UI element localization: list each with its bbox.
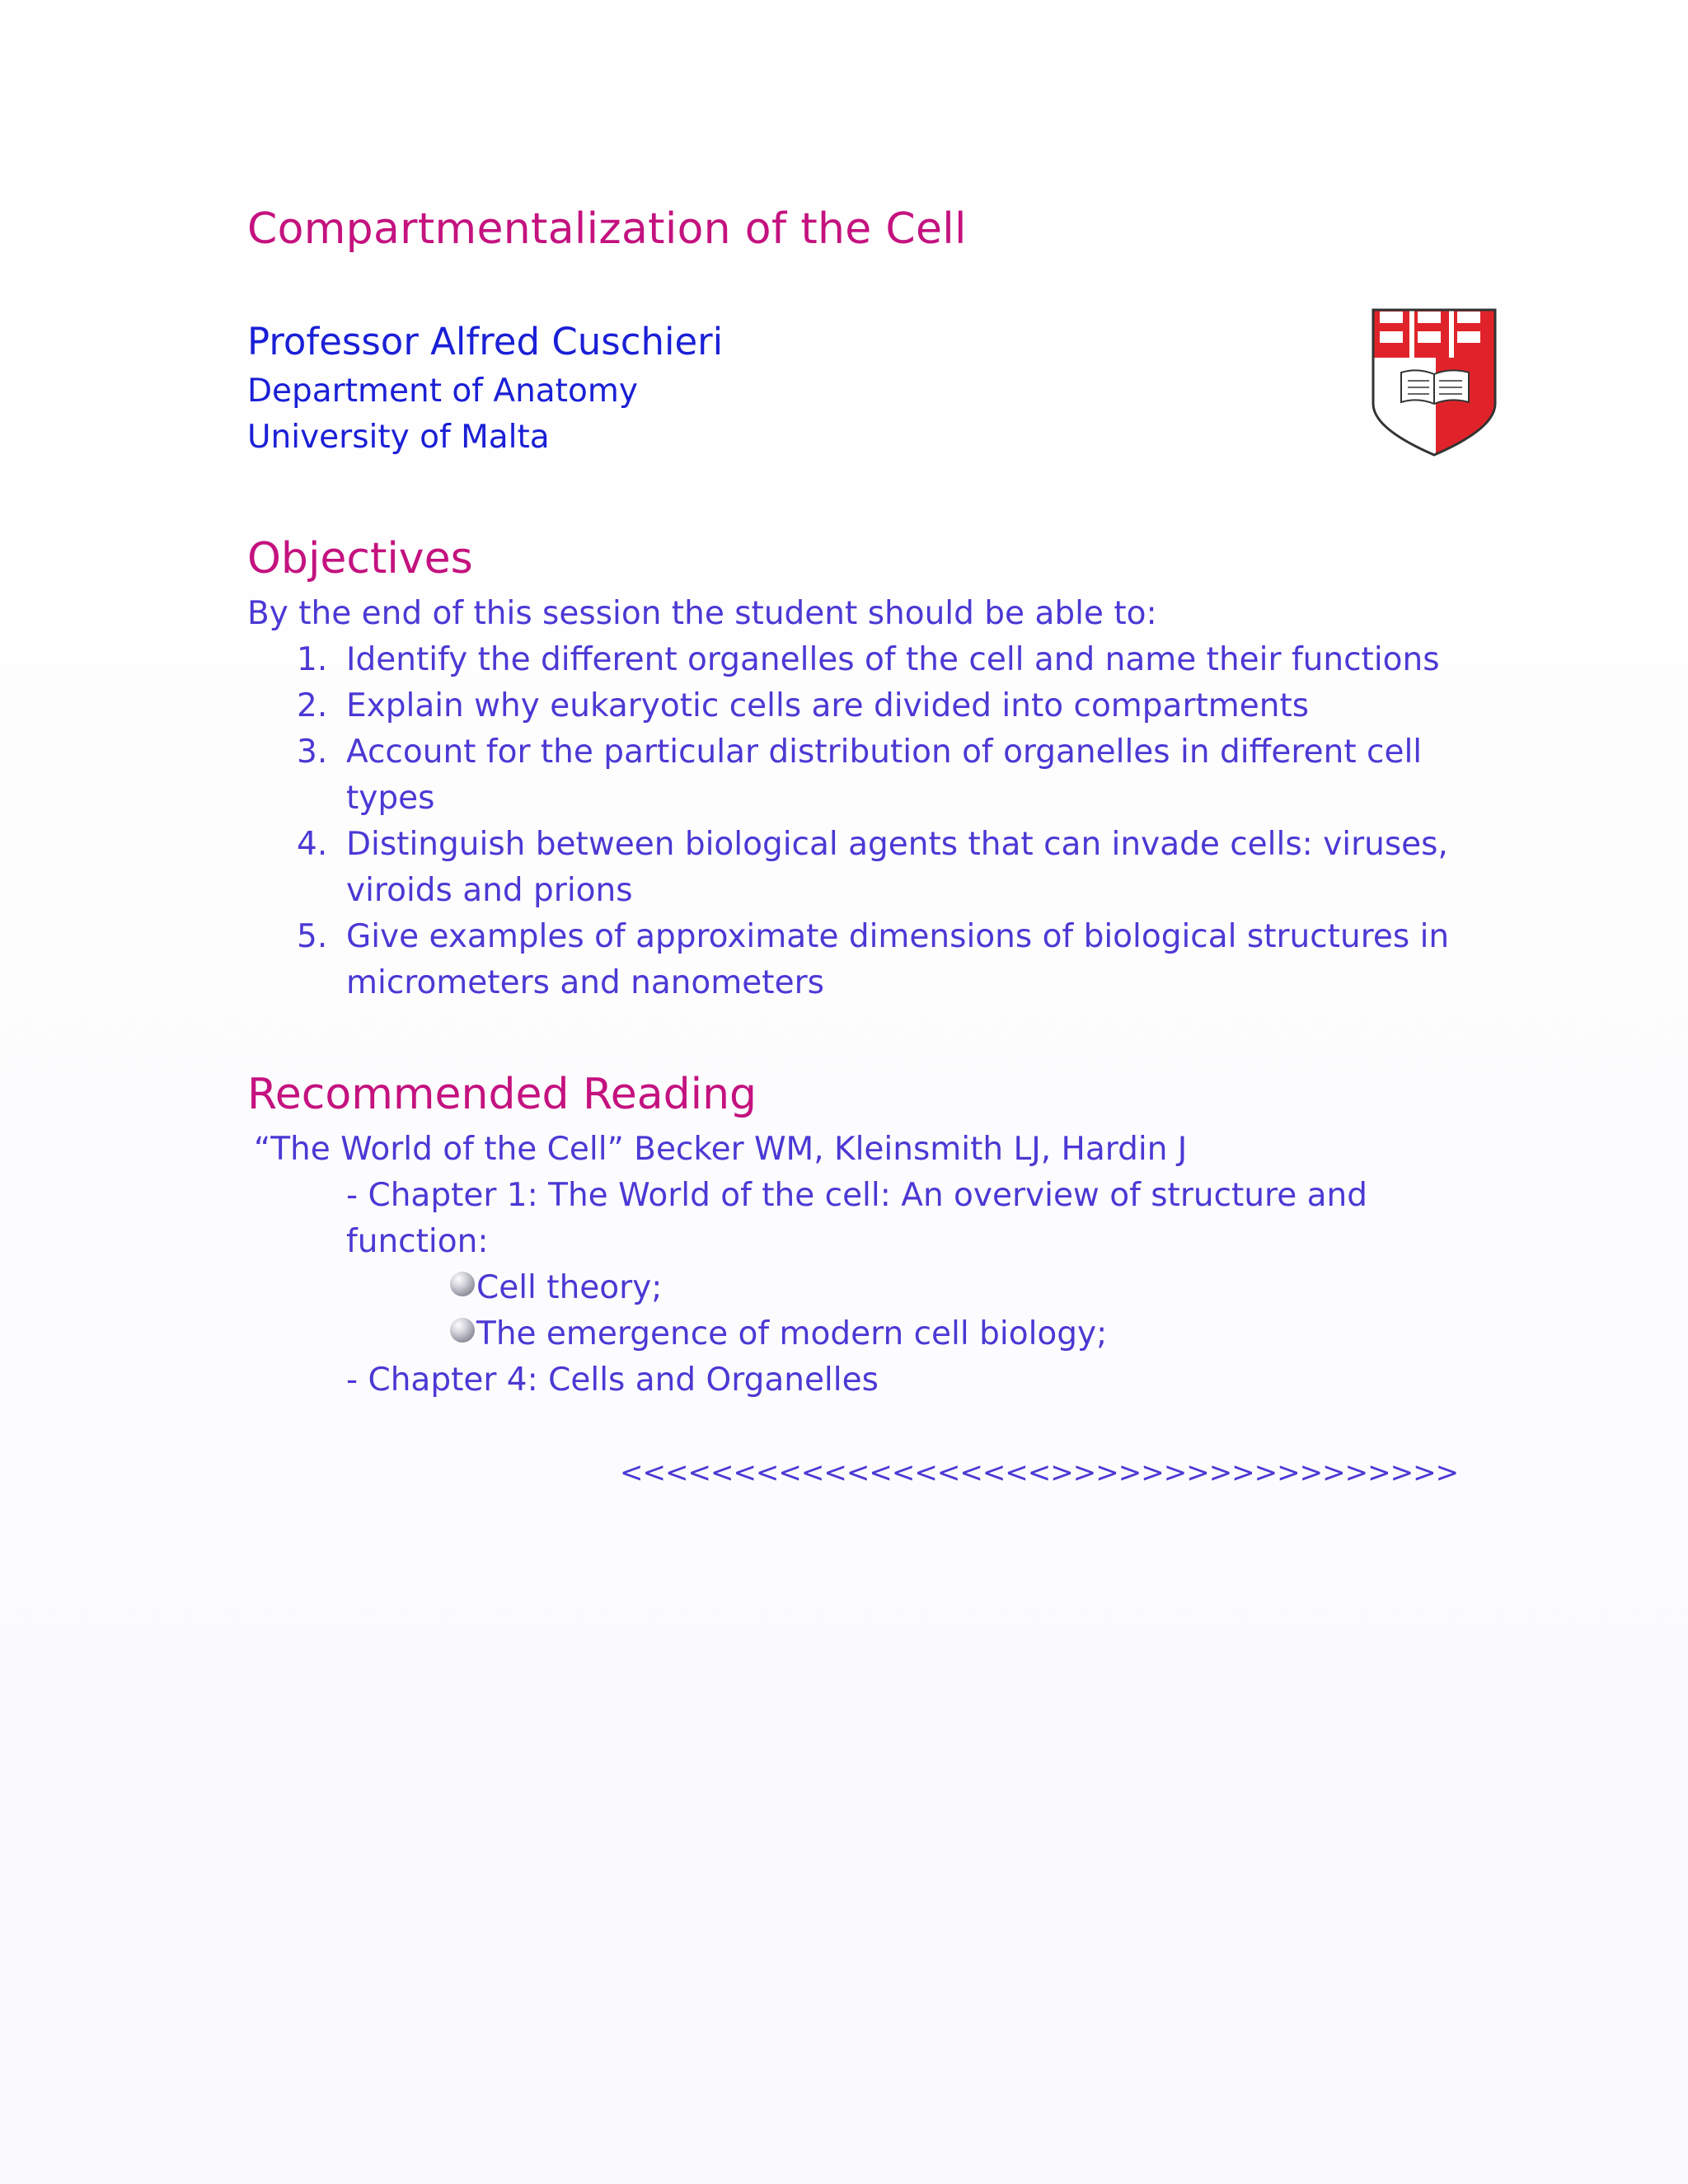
reading-heading: Recommended Reading: [247, 1070, 757, 1119]
objective-text: Give examples of approximate dimensions of biological structures in: [346, 918, 1450, 955]
reading-bullet-item: The emergence of modern cell biology;: [476, 1315, 1108, 1352]
reading-chapter-1-continued: function:: [346, 1223, 489, 1260]
section-separator: <<<<<<<<<<<<<<<<<<<>>>>>>>>>>>>>>>>>>: [620, 1456, 1459, 1489]
author-department: Department of Anatomy: [247, 373, 638, 410]
objective-text-continued: viroids and prions: [346, 872, 633, 909]
objective-text: Distinguish between biological agents that can invade cells: viruses,: [346, 826, 1448, 863]
sphere-bullet-icon: [450, 1272, 475, 1296]
objective-number: 3.: [297, 733, 328, 771]
objective-text-continued: micrometers and nanometers: [346, 964, 824, 1001]
objectives-intro: By the end of this session the student should be able to:: [247, 595, 1157, 632]
objective-text: Identify the different organelles of the cell and name their functions: [346, 641, 1440, 678]
sphere-bullet-icon: [450, 1318, 475, 1343]
objective-number: 1.: [297, 641, 328, 678]
objective-text: Explain why eukaryotic cells are divided into compartments: [346, 687, 1310, 724]
reading-bullet-item: Cell theory;: [476, 1269, 663, 1306]
author-name: Professor Alfred Cuschieri: [247, 320, 724, 363]
objective-number: 5.: [297, 918, 328, 955]
objective-number: 2.: [297, 687, 328, 724]
university-crest-icon: [1368, 305, 1500, 458]
objectives-heading: Objectives: [247, 534, 473, 583]
reading-chapter-4: - Chapter 4: Cells and Organelles: [346, 1361, 879, 1399]
author-university: University of Malta: [247, 419, 550, 456]
page-title: Compartmentalization of the Cell: [247, 204, 967, 254]
objective-number: 4.: [297, 826, 328, 863]
objective-text: Account for the particular distribution of organelles in different cell: [346, 733, 1423, 771]
reading-book: “The World of the Cell” Becker WM, Kleinsmith LJ, Hardin J: [254, 1131, 1188, 1168]
objective-text-continued: types: [346, 780, 435, 817]
reading-chapter-1: - Chapter 1: The World of the cell: An overview of structure and: [346, 1177, 1367, 1214]
